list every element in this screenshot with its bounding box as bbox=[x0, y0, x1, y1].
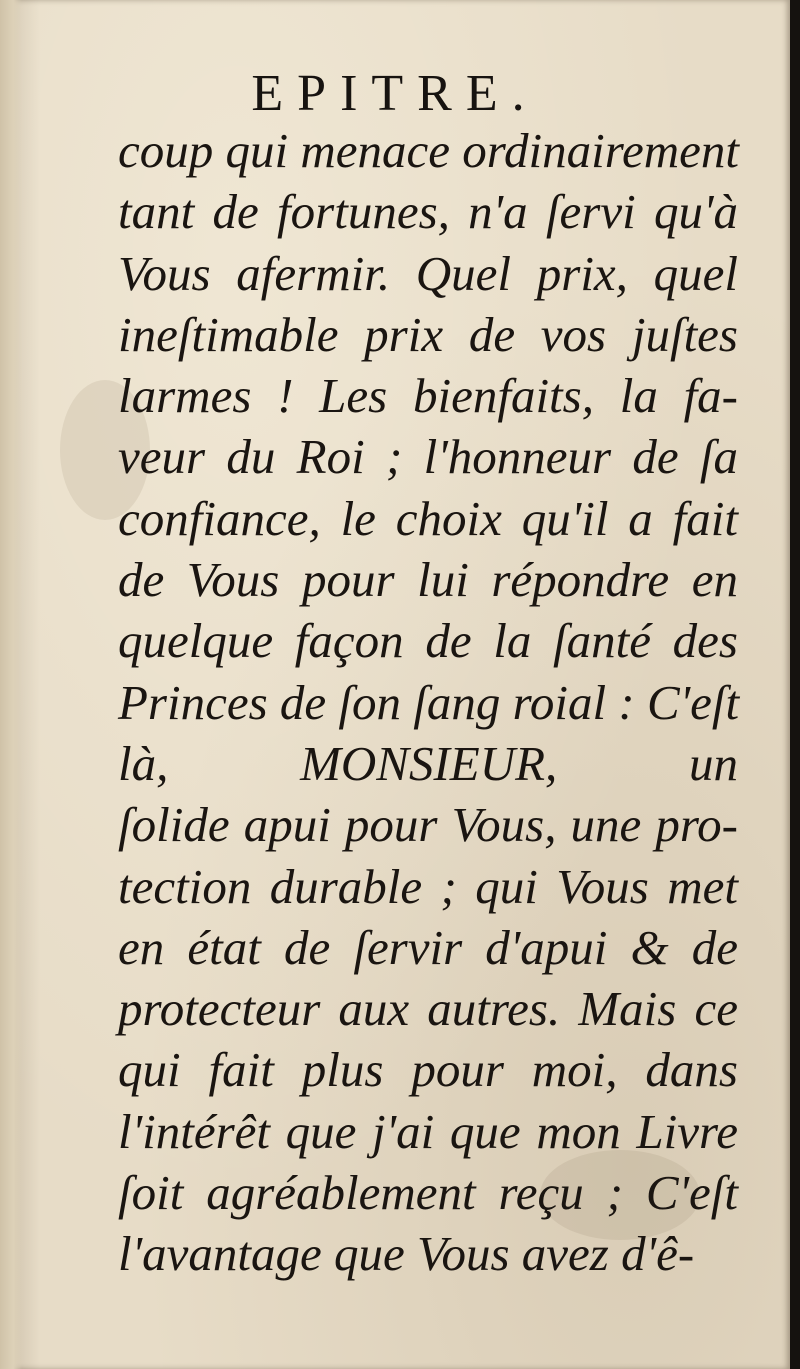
text-line: confiance, le choix qu'il a fait bbox=[118, 490, 738, 546]
text-line: quelque façon de la ſanté des bbox=[118, 613, 738, 669]
text-line: ineſtimable prix de vos juſtes bbox=[118, 306, 738, 362]
text-line: Princes de ſon ſang roial : C'eſt bbox=[118, 674, 740, 730]
text-line: coup qui menace ordinairement bbox=[118, 123, 739, 178]
text-line: qui fait plus pour moi, dans bbox=[118, 1042, 738, 1098]
text-line: de Vous pour lui répondre en bbox=[118, 552, 738, 608]
text-line: veur du Roi ; l'honneur de ſa bbox=[118, 429, 738, 485]
text-line: Vous afermir. Quel prix, quel bbox=[118, 245, 738, 301]
spine-shadow bbox=[0, 0, 22, 1369]
text-line: là, MONSIEUR, un bbox=[118, 735, 738, 791]
text-line: ſoit agréablement reçu ; C'eſt bbox=[118, 1165, 738, 1221]
running-head: EPITRE. bbox=[251, 65, 539, 122]
text-line: en état de ſervir d'apui & de bbox=[118, 919, 738, 975]
text-line: tection durable ; qui Vous met bbox=[118, 858, 738, 914]
text-line: protecteur aux autres. Mais ce bbox=[118, 981, 738, 1037]
text-line: ſolide apui pour Vous, une pro- bbox=[118, 797, 738, 853]
text-line: l'intérêt que j'ai que mon Livre bbox=[118, 1103, 738, 1159]
text-line: tant de fortunes, n'a ſervi qu'à bbox=[118, 184, 738, 240]
body-text bbox=[118, 120, 738, 1285]
scan-edge bbox=[790, 0, 800, 1369]
text-line: l'avantage que Vous avez d'ê- bbox=[118, 1226, 695, 1282]
text-line: larmes ! Les bienfaits, la fa- bbox=[118, 368, 738, 424]
